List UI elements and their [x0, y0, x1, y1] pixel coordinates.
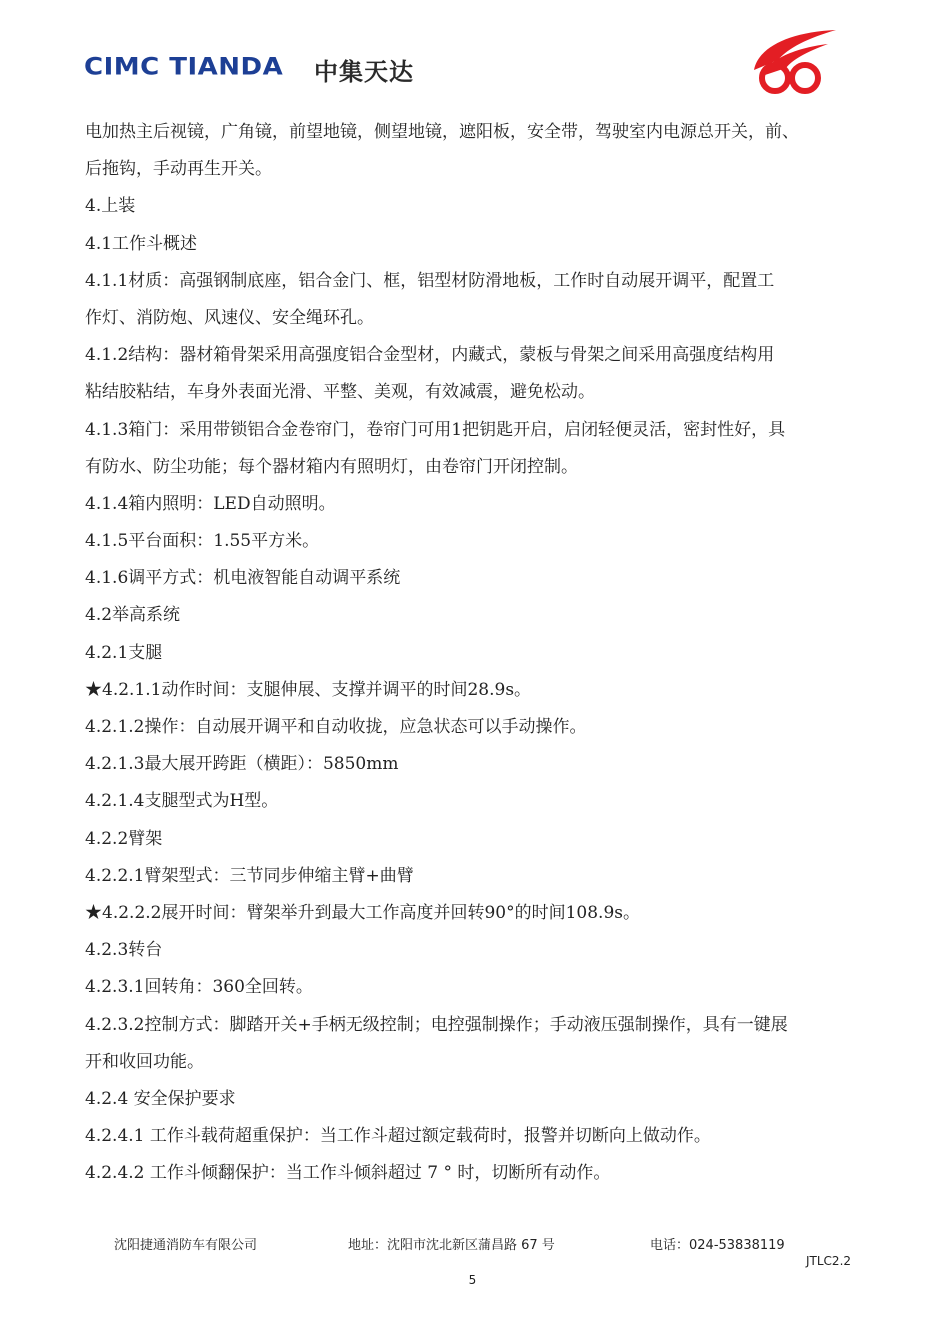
text-line: 有防水、防尘功能；每个器材箱内有照明灯，由卷帘门开闭控制。: [85, 456, 578, 477]
text-line: 4.2.3.1回转角：360全回转。: [85, 977, 313, 998]
text-line: 4.1.6调平方式：机电液智能自动调平系统: [85, 568, 401, 589]
text-line: 4.2.1.2操作：自动展开调平和自动收拢，应急状态可以手动操作。: [85, 717, 587, 737]
text-line: 4.2.1.3最大展开跨距（横距）：5850mm: [85, 754, 399, 775]
text-line: ★4.2.1.1动作时间：支腿伸展、支撑并调平的时间28.9s。: [85, 679, 532, 700]
footer-phone: 电话：024-53838119: [650, 1238, 785, 1253]
text-line: 4.2.3转台: [85, 940, 163, 961]
text-line: 4.2.1.4支腿型式为H型。: [85, 791, 279, 812]
cimc-logo-icon: [748, 26, 840, 96]
text-line: 4.2.4.1 工作斗载荷超重保护：当工作斗超过额定载荷时，报警并切断向上做动作。: [85, 1126, 711, 1147]
page-header: [0, 0, 945, 110]
text-line: 作灯、消防炮、风速仪、安全绳环孔。: [85, 307, 374, 328]
page-footer: [0, 1230, 945, 1290]
brand-name-chinese: 中集天达: [314, 58, 414, 86]
text-line: 4.1.5平台面积：1.55平方米。: [85, 531, 320, 552]
page-number: 5: [468, 1273, 477, 1287]
text-line: 电加热主后视镜，广角镜，前望地镜，侧望地镜，遮阳板，安全带，驾驶室内电源总开关，前、: [85, 122, 799, 142]
footer-doc-code: JTLC2.2: [806, 1254, 852, 1268]
footer-address: 地址：沈阳市沈北新区蒲昌路 67 号: [348, 1238, 555, 1253]
text-line: 4.1工作斗概述: [85, 233, 198, 254]
text-line: 后拖钩，手动再生开关。: [85, 159, 272, 180]
text-line: 粘结胶粘结，车身外表面光滑、平整、美观，有效减震，避免松动。: [85, 382, 595, 403]
text-line: 4.2.3.2控制方式：脚踏开关+手柄无级控制；电控强制操作；手动液压强制操作，具有一键展: [85, 1014, 788, 1035]
document-body: [85, 114, 875, 1192]
text-line: 开和收回功能。: [85, 1051, 204, 1072]
text-line: 4.2.2.1臂架型式：三节同步伸缩主臂+曲臂: [85, 865, 414, 886]
text-line: ★4.2.2.2展开时间：臂架举升到最大工作高度并回转90°的时间108.9s。: [85, 902, 640, 923]
text-line: 4.1.1材质：高强钢制底座，铝合金门、框，铝型材防滑地板，工作时自动展开调平，配置工: [85, 270, 775, 291]
text-line: 4.2.4.2 工作斗倾翻保护：当工作斗倾斜超过 7 ° 时，切断所有动作。: [85, 1163, 611, 1184]
footer-company: 沈阳捷通消防车有限公司: [114, 1238, 258, 1253]
text-line: 4.1.4箱内照明：LED自动照明。: [85, 493, 336, 514]
text-line: 4.2.2臂架: [85, 828, 163, 849]
text-line: 4.上装: [85, 196, 136, 217]
text-line: 4.1.2结构：器材箱骨架采用高强度铝合金型材，内藏式，蒙板与骨架之间采用高强度结构用: [85, 345, 775, 366]
text-line: 4.2举高系统: [85, 605, 181, 626]
text-line: 4.2.1支腿: [85, 642, 163, 663]
brand-name-english: CIMC TIANDA: [84, 53, 284, 81]
text-line: 4.2.4 安全保护要求: [85, 1088, 236, 1109]
text-line: 4.1.3箱门：采用带锁铝合金卷帘门，卷帘门可用1把钥匙开启，启闭轻便灵活，密封性好，具: [85, 419, 786, 440]
